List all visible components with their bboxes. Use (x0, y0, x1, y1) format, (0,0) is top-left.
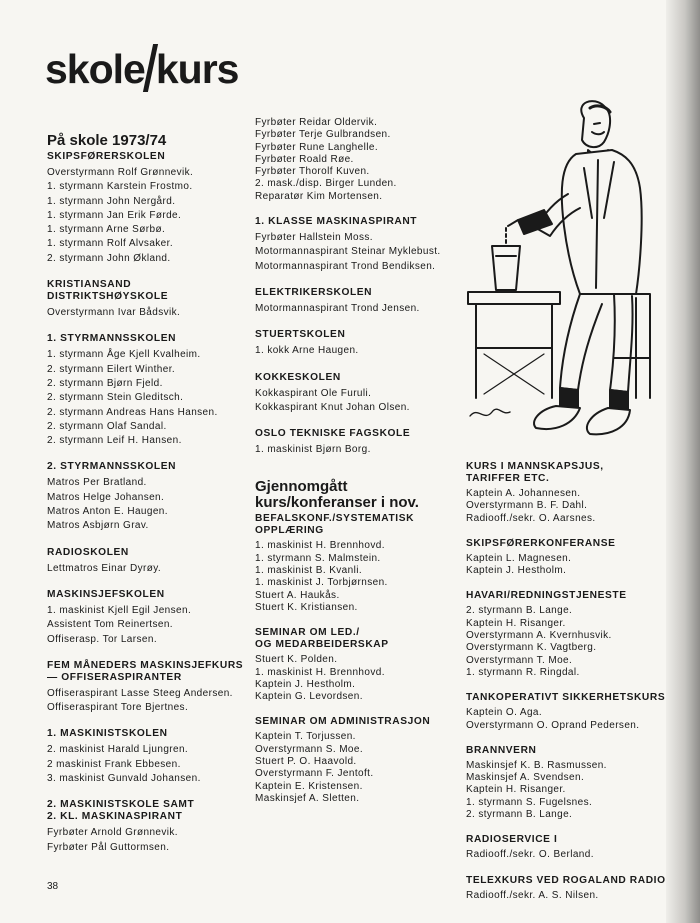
entry-line: Maskinsjef A. Sletten. (255, 792, 360, 804)
entry-line: Fyrbøter Pål Guttormsen. (47, 841, 170, 853)
entry-line: Stuert K. Polden. (255, 654, 338, 666)
entry-list (255, 302, 460, 316)
entry-line: 1. styrmann John Nergård. (47, 195, 176, 207)
entry-line: Overstyrmann T. Moe. (466, 654, 573, 666)
entry-line: Overstyrmann K. Vagtberg. (466, 642, 597, 654)
section-heading (466, 590, 666, 602)
section-heading (255, 329, 460, 341)
entry-line: Stuert A. Haukås. (255, 589, 340, 601)
heading-on-school: På skole 1973/74 (47, 132, 167, 149)
entry-line: 1. maskinist H. Brennhovd. (255, 666, 385, 678)
entry-line: 2. styrmann John Økland. (47, 252, 171, 264)
section-heading-text: SEMINAR OM ADMINISTRASJON (255, 716, 431, 728)
entry-list (255, 387, 460, 416)
entry-list (47, 166, 247, 266)
entry-line: 2. maskinist Harald Ljungren. (47, 744, 189, 756)
entry-list (47, 687, 247, 716)
entry-line: Kaptein J. Hestholm. (255, 678, 356, 690)
entry-line: Fyrbøter Thorolf Kuven. (255, 166, 370, 178)
section-heading (255, 216, 460, 228)
heading-courses (255, 479, 460, 511)
section-heading (255, 627, 460, 651)
entry-line: Overstyrmann S. Moe. (255, 743, 364, 755)
section-heading-text: KURS I MANNSKAPSJUS, (466, 461, 604, 472)
entry-line: Radiooff./sekr. O. Berland. (466, 849, 594, 861)
entry-line: Reparatør Kim Mortensen. (255, 190, 383, 202)
section-heading-text: 1. MASKINISTSKOLEN (47, 728, 168, 740)
entry-line: Fyrbøter Hallstein Moss. (255, 232, 373, 244)
section-heading (47, 547, 247, 559)
entry-line: Overstyrmann A. Kvernhusvik. (466, 630, 612, 642)
entry-line: Kaptein J. Hestholm. (466, 565, 567, 577)
entry-line: Kaptein H. Risanger. (466, 784, 566, 796)
section-heading-text: BEFALSKONF./SYSTEMATISK (255, 513, 415, 525)
entry-list (47, 348, 247, 448)
entry-line: Overstyrmann Ivar Bådsvik. (47, 307, 181, 319)
entry-line: Fyrbøter Rune Langhelle. (255, 141, 378, 153)
page-number: 38 (47, 881, 59, 892)
entry-line: 2. styrmann Olaf Sandal. (47, 420, 167, 432)
entry-line: 1. kokk Arne Haugen. (255, 345, 359, 357)
entry-line: Matros Per Bratland. (47, 477, 147, 489)
section-heading (466, 538, 666, 550)
entry-line: Offiseraspirant Tore Bjertnes. (47, 702, 189, 714)
entry-line: 1. styrmann Arne Sørbø. (47, 224, 166, 236)
section-heading-text: KRISTIANSAND (47, 279, 132, 291)
entry-line: Stuert K. Kristiansen. (255, 601, 358, 613)
entry-line: Fyrbøter Roald Røe. (255, 153, 354, 165)
section-heading-text: 2. MASKINISTSKOLE SAMT (47, 799, 195, 811)
entry-line: Motormannaspirant Trond Bendiksen. (255, 260, 436, 272)
section-heading-text: OPPLÆRING (255, 525, 324, 537)
section-heading (47, 589, 247, 601)
section-heading-text: TARIFFER ETC. (466, 473, 550, 484)
entry-line: 3. maskinist Gunvald Johansen. (47, 773, 201, 785)
entry-list (47, 476, 247, 533)
entry-line: Kaptein T. Torjussen. (255, 731, 356, 743)
entry-line: Motormannaspirant Steinar Myklebust. (255, 246, 441, 258)
entry-line: Maskinsjef A. Svendsen. (466, 772, 585, 784)
section-heading (466, 834, 666, 846)
section-heading (255, 513, 460, 537)
section-heading (47, 660, 247, 684)
entry-line: 2. styrmann Leif H. Hansen. (47, 435, 182, 447)
entry-line: Motormannaspirant Trond Jensen. (255, 302, 420, 314)
entry-line: 1. styrmann Åge Kjell Kvalheim. (47, 349, 201, 361)
entry-line: Kaptein L. Magnesen. (466, 552, 572, 564)
entry-list (47, 562, 247, 576)
entry-line: Offiserasp. Tor Larsen. (47, 633, 157, 645)
column-courses-2 (466, 459, 666, 902)
entry-line: Overstyrmann Rolf Grønnevik. (47, 167, 194, 178)
section-heading-text: OG MEDARBEIDERSKAP (255, 639, 389, 651)
entry-list (255, 443, 460, 457)
entry-line: 2. styrmann B. Lange. (466, 605, 573, 617)
page-title: skole kurs (45, 46, 239, 92)
section-heading-text: STUERTSKOLEN (255, 329, 346, 341)
entry-line: Overstyrmann B. F. Dahl. (466, 500, 588, 512)
entry-line: 1. maskinist Bjørn Borg. (255, 444, 371, 456)
entry-line: Maskinsjef K. B. Rasmussen. (466, 759, 607, 771)
section-heading-text: 2. KL. MASKINASPIRANT (47, 811, 183, 823)
section-heading (466, 692, 666, 704)
entry-line: Offiseraspirant Lasse Steeg Andersen. (47, 687, 233, 699)
entry-line: Fyrbøter Arnold Grønnevik. (47, 827, 178, 839)
section-heading (466, 875, 666, 887)
entry-line: 1. maskinist J. Torbjørnsen. (255, 577, 388, 589)
entry-line: 2. mask./disp. Birger Lunden. (255, 178, 397, 190)
entry-list (47, 306, 247, 320)
entry-line: Matros Helge Johansen. (47, 491, 165, 503)
section-heading-text: HAVARI/REDNINGSTJENESTE (466, 590, 627, 602)
entry-line: 1. styrmann Jan Erik Førde. (47, 209, 182, 221)
section-heading-text: TELEXKURS VED ROGALAND RADIO (466, 874, 666, 886)
section-heading-text: ELEKTRIKERSKOLEN (255, 286, 373, 298)
seated-man-pouring-drink-illustration (464, 98, 660, 448)
entry-list (466, 890, 666, 902)
heading-courses-line: kurs/konferanser i nov. (255, 494, 419, 512)
entry-line: 1. styrmann Rolf Alvsaker. (47, 238, 174, 250)
section-heading-text: RADIOSERVICE I (466, 834, 558, 846)
entry-line: 2. styrmann Stein Gleditsch. (47, 392, 184, 404)
entry-list (255, 117, 460, 203)
entry-list (47, 743, 247, 786)
entry-list (255, 654, 460, 703)
section-heading-text: SKIPSFØRERKONFERANSE (466, 537, 616, 549)
entry-line: 2. styrmann B. Lange. (466, 809, 573, 821)
section-heading (47, 151, 247, 163)
section-heading-text: 2. STYRMANNSSKOLEN (47, 461, 177, 473)
column-school-2 (255, 117, 460, 805)
section-heading-text: KOKKESKOLEN (255, 371, 341, 383)
entry-line: Radiooff./sekr. O. Aarsnes. (466, 512, 596, 524)
section-heading-text: DISTRIKTSHØYSKOLE (47, 291, 169, 303)
entry-list (466, 707, 666, 732)
entry-line: Matros Anton E. Haugen. (47, 506, 168, 518)
entry-line: 2 maskinist Frank Ebbesen. (47, 758, 181, 770)
entry-line: Kaptein E. Kristensen. (255, 780, 363, 792)
entry-list (47, 826, 247, 855)
entry-line: 1. styrmann S. Fugelsnes. (466, 796, 593, 808)
section-heading-text: MASKINSJEFSKOLEN (47, 588, 165, 600)
section-heading (255, 372, 460, 384)
entry-line: 1. styrmann Karstein Frostmo. (47, 181, 193, 193)
section-heading-text: SKIPSFØRERSKOLEN (47, 151, 166, 162)
entry-line: Lettmatros Einar Dyrøy. (47, 562, 162, 574)
entry-line: Kaptein H. Risanger. (466, 617, 566, 629)
section-heading-text: 1. KLASSE MASKINASPIRANT (255, 216, 418, 228)
entry-line: 1. maskinist B. Kvanli. (255, 565, 363, 577)
entry-line: Overstyrmann F. Jentoft. (255, 768, 374, 780)
entry-line: 1. styrmann R. Ringdal. (466, 666, 580, 678)
section-heading (466, 461, 666, 485)
page-edge-shadow (666, 0, 700, 923)
entry-line: Kokkaspirant Ole Furuli. (255, 387, 372, 399)
entry-list (255, 231, 460, 274)
section-heading (47, 728, 247, 740)
section-heading-text: 1. STYRMANNSSKOLEN (47, 333, 177, 345)
entry-list (466, 605, 666, 679)
entry-line: Stuert P. O. Haavold. (255, 756, 357, 768)
section-heading-text: SEMINAR OM LED./ (255, 627, 360, 639)
entry-line: 2. styrmann Eilert Winther. (47, 363, 176, 375)
section-heading-text: OSLO TEKNISKE FAGSKOLE (255, 428, 411, 440)
entry-line: Kaptein O. Aga. (466, 707, 543, 719)
section-heading (255, 716, 460, 728)
section-heading (255, 428, 460, 440)
entry-line: Radiooff./sekr. A. S. Nilsen. (466, 889, 599, 901)
column-school-1 (47, 120, 247, 855)
entry-line: 1. maskinist Kjell Egil Jensen. (47, 604, 192, 616)
entry-list (47, 604, 247, 647)
section-heading (47, 279, 247, 303)
entry-list (466, 849, 666, 861)
section-heading (47, 461, 247, 473)
section-heading-text: RADIOSKOLEN (47, 546, 129, 558)
entry-line: Kokkaspirant Knut Johan Olsen. (255, 401, 410, 413)
entry-list (255, 344, 460, 358)
entry-list (255, 540, 460, 614)
entry-line: Fyrbøter Terje Gulbrandsen. (255, 129, 391, 141)
section-heading-text: TANKOPERATIVT SIKKERHETSKURS (466, 692, 666, 704)
entry-list (466, 760, 666, 821)
entry-list (255, 731, 460, 805)
entry-line: Matros Asbjørn Grav. (47, 520, 149, 532)
entry-line: Fyrbøter Reidar Oldervik. (255, 117, 378, 128)
entry-line: Kaptein A. Johannesen. (466, 488, 581, 499)
entry-line: Overstyrmann O. Oprand Pedersen. (466, 719, 640, 731)
section-heading (47, 799, 247, 823)
entry-line: 2. styrmann Bjørn Fjeld. (47, 377, 163, 389)
section-heading (466, 745, 666, 757)
section-heading-text: FEM MÅNEDERS MASKINSJEFKURS (47, 659, 244, 671)
entry-line: 1. maskinist H. Brennhovd. (255, 540, 385, 552)
entry-line: 1. styrmann S. Malmstein. (255, 552, 381, 564)
entry-line: Assistent Tom Reinertsen. (47, 619, 173, 631)
entry-list (466, 553, 666, 578)
entry-list (466, 488, 666, 525)
section-heading-text: BRANNVERN (466, 744, 537, 756)
section-heading (255, 287, 460, 299)
entry-line: Kaptein G. Levordsen. (255, 691, 363, 703)
entry-line: 2. styrmann Andreas Hans Hansen. (47, 406, 218, 418)
section-heading-text: — OFFISERASPIRANTER (47, 671, 182, 683)
heading-courses-line: Gjennomgått (255, 478, 348, 496)
section-heading (47, 333, 247, 345)
